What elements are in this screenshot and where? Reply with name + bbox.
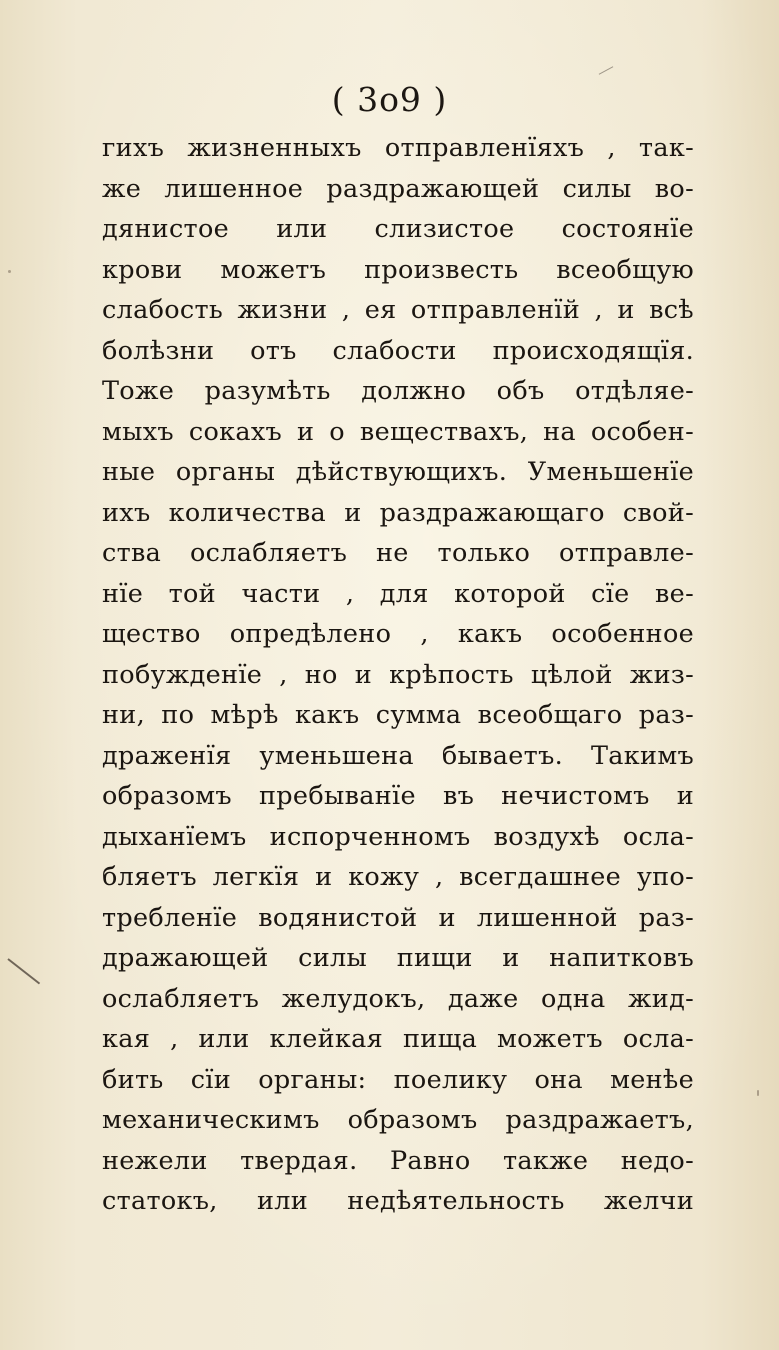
text-line: ни, по мѣрѣ какъ сумма всеобщаго раз- [102,700,694,730]
text-line: дражающей силы пищи и напитковъ [102,943,694,973]
text-line: драженїя уменьшена бываетъ. Такимъ [102,740,694,771]
text-line: гихъ жизненныхъ отправленїяхъ , так- [102,133,694,163]
text-line: болѣзни отъ слабости происходящїя. [102,335,694,366]
text-line: дянистое или слизистое состоянїе [102,214,694,244]
text-line: кая , или клейкая пища можетъ осла- [102,1024,694,1054]
text-line: дыханїемъ испорченномъ воздухѣ осла- [102,821,694,852]
text-line: бляетъ легкїя и кожу , всегдашнее упо- [102,862,694,892]
text-line: крови можетъ произвесть всеобщую [102,254,694,285]
paper-speck [8,270,11,273]
text-line: бить сїи органы: поелику она менѣе [102,1064,694,1095]
text-line: слабость жизни , ея отправленїй , и всѣ [102,295,694,325]
text-line: ные органы дѣйствующихъ. Уменьшенїе [102,457,694,487]
paper-speck [757,1090,759,1096]
text-line: нїе той части , для которой сїе ве- [102,578,694,609]
text-line: ихъ количества и раздражающаго свой- [102,497,694,528]
text-line: ослабляетъ желудокъ, даже одна жид- [102,983,694,1014]
page-number: ( 3о9 ) [331,80,448,119]
text-line: мыхъ сокахъ и о веществахъ, на особен- [102,416,694,447]
text-line: статокъ, или недѣятельность желчи [102,1186,694,1216]
text-line: требленїе водянистой и лишенной раз- [102,902,694,933]
paper-mark [599,66,614,74]
text-line: щество опредѣлено , какъ особенное [102,619,694,649]
text-line: же лишенное раздражающей силы во- [102,173,694,204]
text-line: образомъ пребыванїе въ нечистомъ и [102,781,694,811]
text-line: механическимъ образомъ раздражаетъ, [102,1105,694,1135]
text-line: нежели твердая. Равно также недо- [102,1145,694,1176]
text-line: Тоже разумѣть должно объ отдѣляе- [102,376,694,406]
text-line: побужденїе , но и крѣпость цѣлой жиз- [102,659,694,690]
body-text [102,128,694,1222]
text-line: ства ослабляетъ не только отправле- [102,538,694,568]
margin-pen-mark [7,958,40,984]
